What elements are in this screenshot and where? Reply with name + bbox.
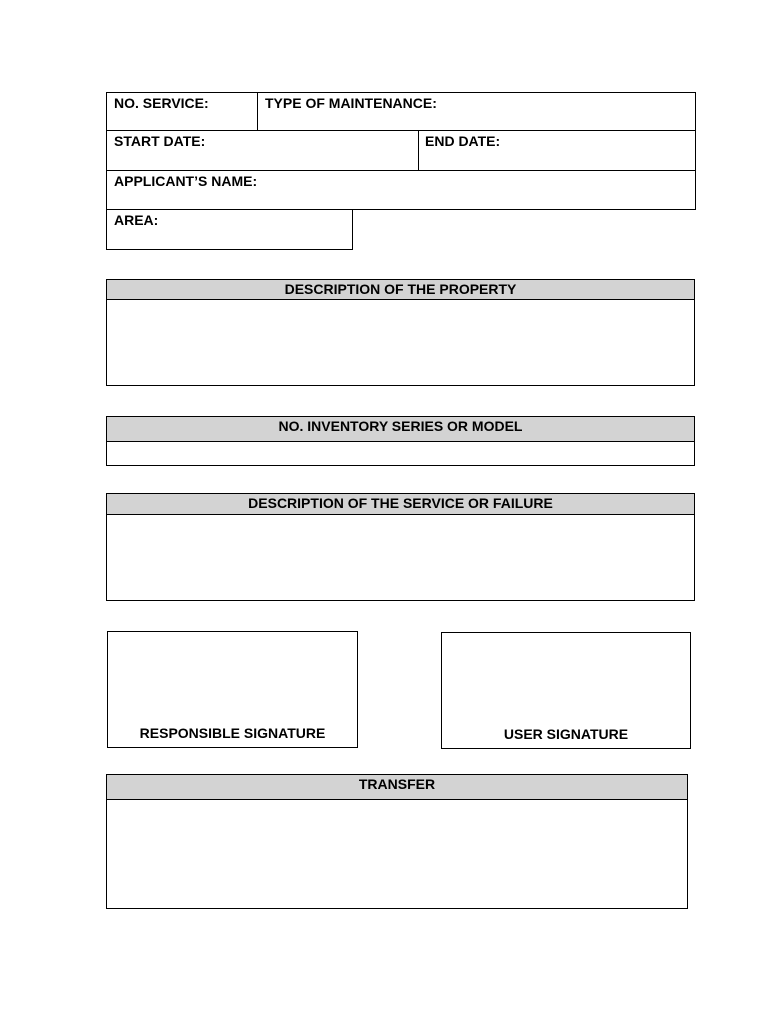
col-divider-row2	[418, 130, 419, 170]
user-signature-label: USER SIGNATURE	[503, 726, 629, 742]
property-description-header: DESCRIPTION OF THE PROPERTY	[107, 280, 694, 300]
transfer-area[interactable]	[107, 800, 687, 908]
responsible-signature-label: RESPONSIBLE SIGNATURE	[139, 725, 326, 741]
row-divider-1	[107, 130, 695, 131]
user-signature-box[interactable]	[441, 632, 691, 749]
inventory-section	[106, 416, 695, 466]
inventory-header: NO. INVENTORY SERIES OR MODEL	[107, 417, 694, 442]
service-failure-header: DESCRIPTION OF THE SERVICE OR FAILURE	[107, 494, 694, 515]
area-field-box[interactable]	[106, 209, 353, 250]
responsible-signature-box[interactable]	[107, 631, 358, 748]
start-date-field[interactable]: START DATE:	[114, 133, 206, 149]
type-of-maintenance-field[interactable]: TYPE OF MAINTENANCE:	[265, 95, 437, 111]
property-description-area[interactable]	[107, 300, 694, 385]
transfer-section	[106, 774, 688, 909]
applicant-name-field[interactable]: APPLICANT’S NAME:	[114, 173, 258, 189]
transfer-header: TRANSFER	[107, 775, 687, 800]
row-divider-2	[107, 170, 695, 171]
area-label: AREA:	[114, 212, 159, 228]
header-info-table	[106, 92, 696, 210]
inventory-input-area[interactable]	[107, 442, 694, 465]
property-description-section	[106, 279, 695, 386]
no-service-field[interactable]: NO. SERVICE:	[114, 95, 209, 111]
col-divider-row1	[257, 93, 258, 130]
end-date-field[interactable]: END DATE:	[425, 133, 501, 149]
service-failure-area[interactable]	[107, 515, 694, 600]
service-failure-section	[106, 493, 695, 601]
